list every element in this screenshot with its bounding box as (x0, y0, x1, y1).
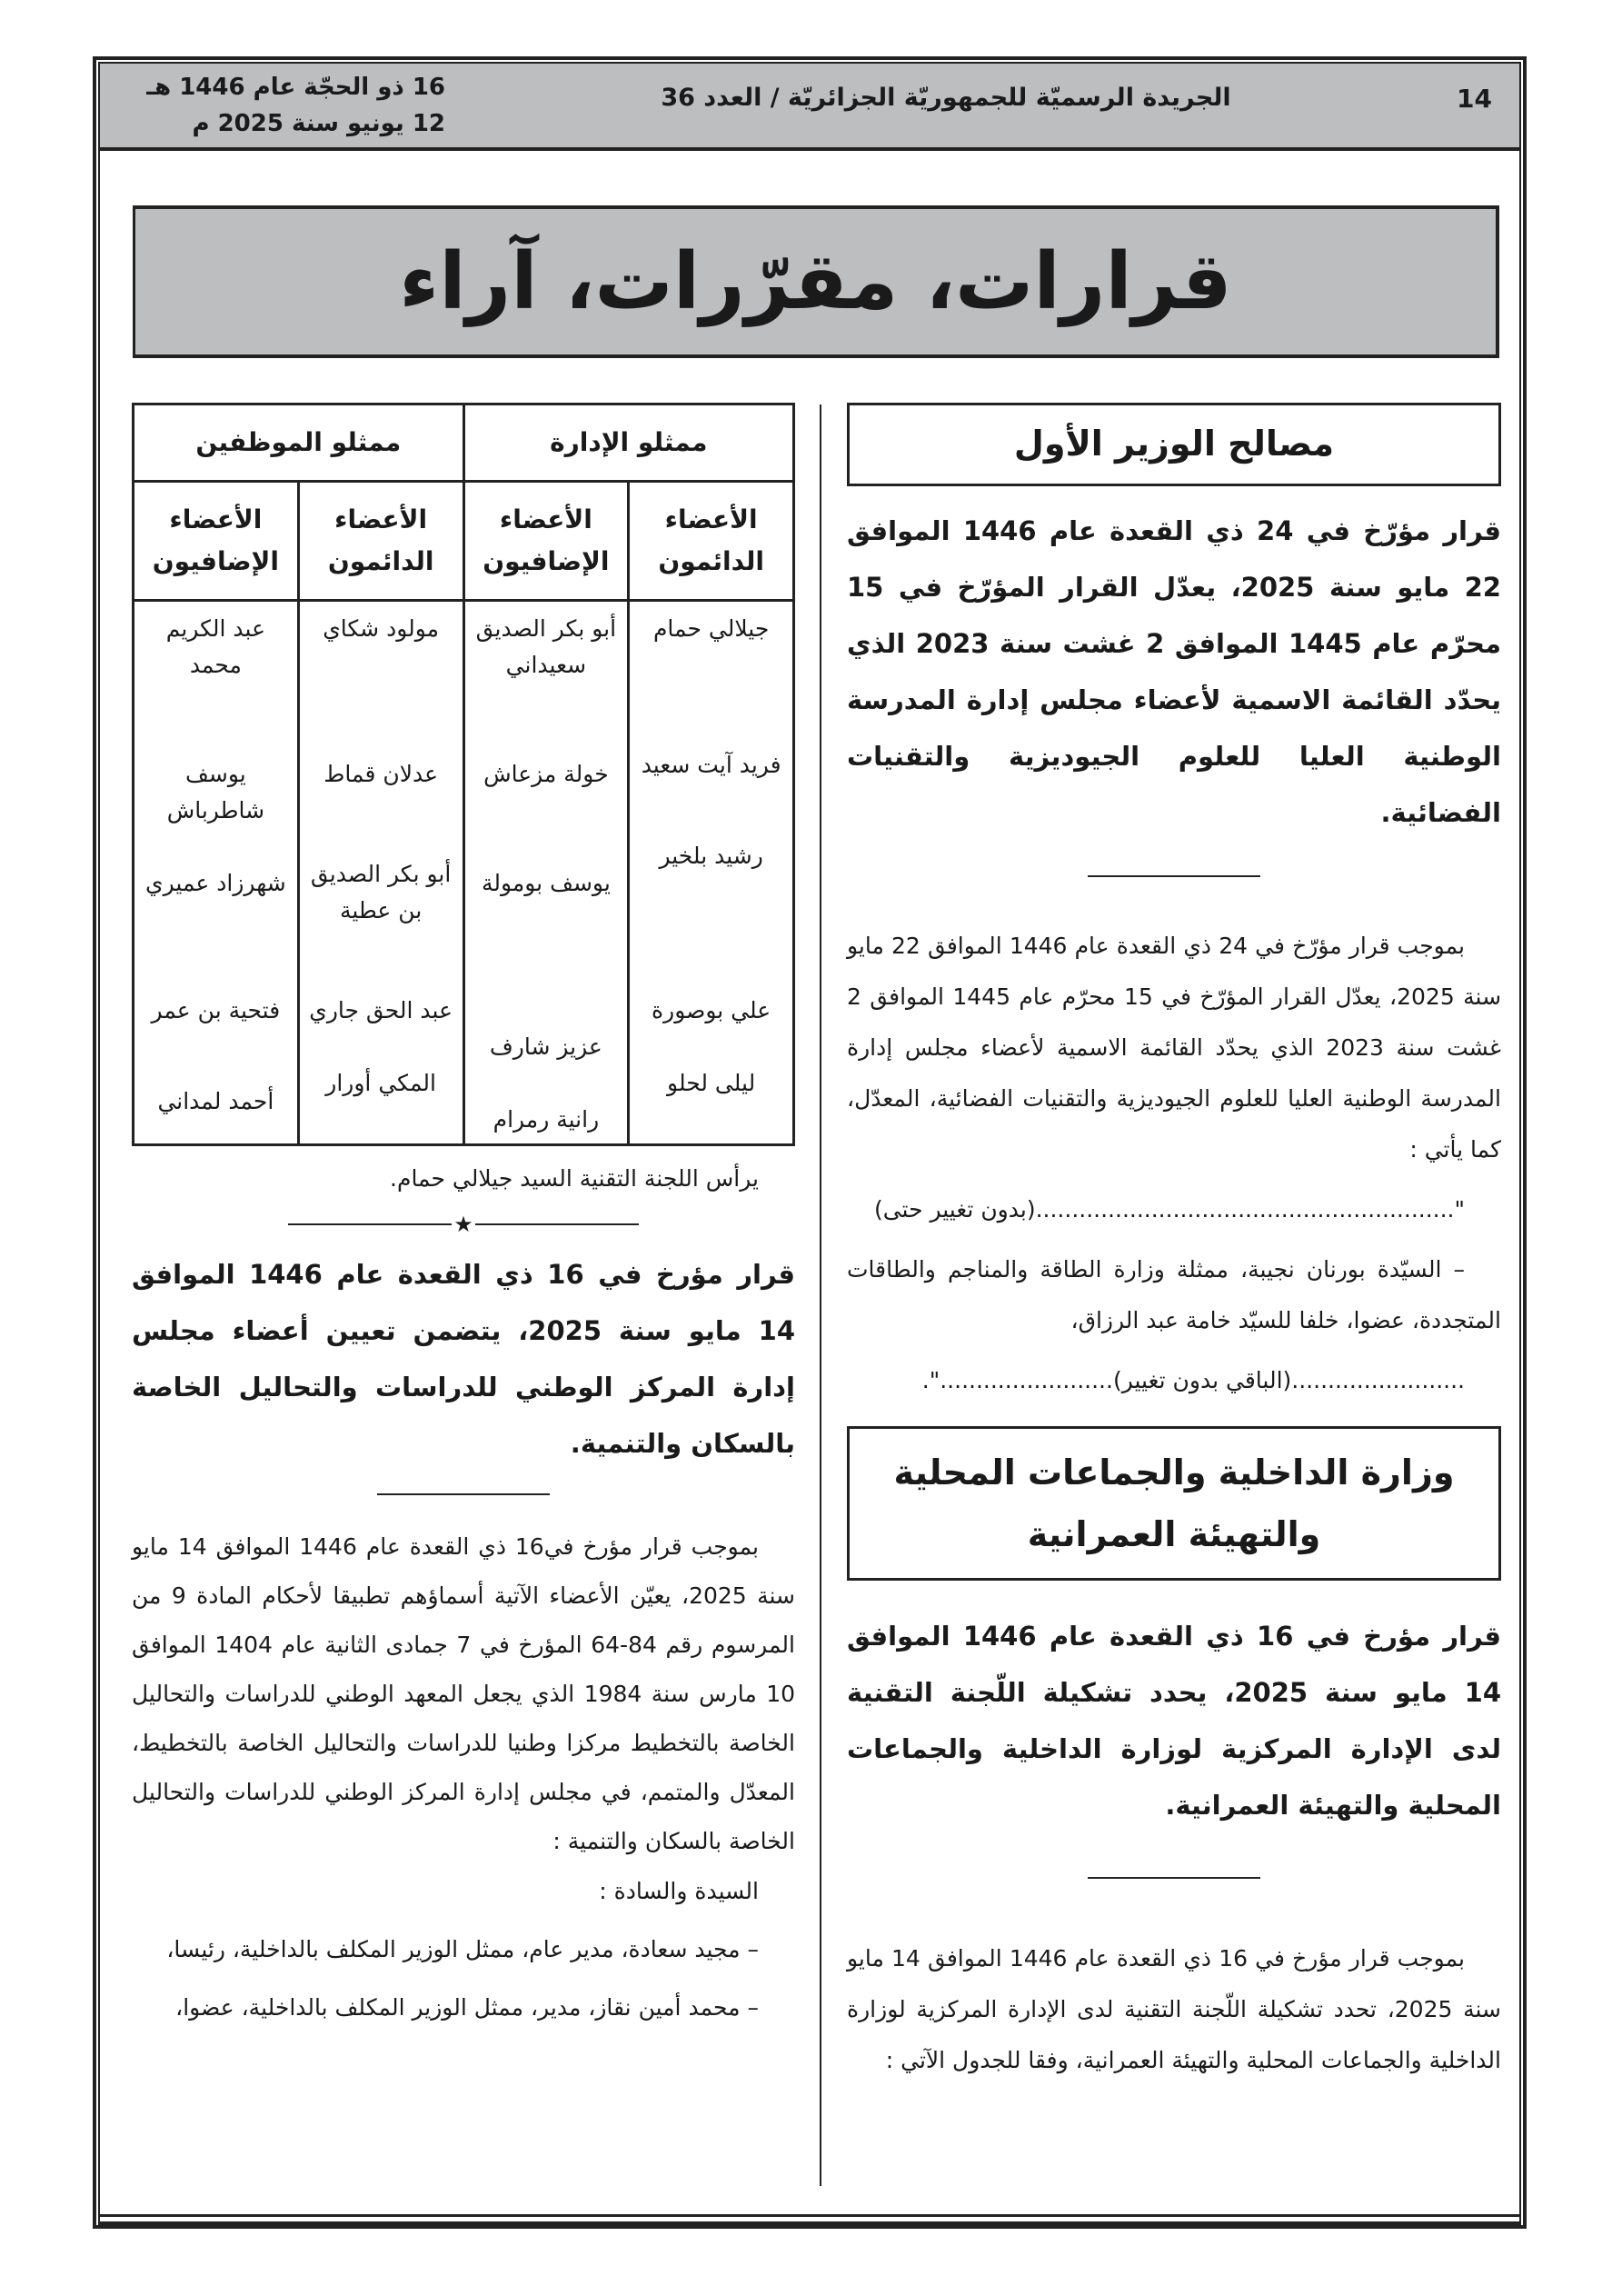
member-name: أبو بكر الصديق سعيداني (475, 615, 617, 678)
gregorian-date: 12 يونيو سنة 2025 م (192, 110, 445, 137)
member-name: المكي أورار (325, 1070, 436, 1096)
staff-permanent-cell (298, 601, 463, 1145)
header-staff-representatives: ممثلو الموظفين (134, 404, 464, 482)
member-name: عبد الكريم محمد (165, 615, 266, 678)
member-name: علي بوصورة (652, 997, 771, 1023)
member-name: ليلى لحلو (667, 1070, 756, 1096)
member-name: أبو بكر الصديق بن عطية (310, 861, 452, 923)
salutation: السيدة والسادة : (599, 1878, 759, 1904)
separator (377, 1493, 550, 1495)
decree3-heading: قرار مؤرخ في 16 ذي القعدة عام 1446 الموافق 14 مايو سنة 2025، يتضمن تعيين أعضاء مجلس إدارة المركز الوطني للدراسات والتحاليل الخاصة بالسكان والتنمية. (132, 1259, 795, 1459)
member-name: خولة مزعاش (483, 761, 609, 787)
section-banner (133, 205, 1499, 358)
banner-title: قرارات، مقرّرات، آراء (399, 236, 1232, 327)
header-staff-alternate: الأعضاء الإضافيون (134, 482, 299, 601)
decree1-item: – السيّدة بورنان نجيبة، ممثلة وزارة الطاقة والمناجم والطاقات المتجددة، عضوا، خلفا للسيّد خامة عبد الرزاق، (847, 1256, 1501, 1333)
decree1-heading: قرار مؤرّخ في 24 ذي القعدة عام 1446 الموافق 22 مايو سنة 2025، يعدّل القرار المؤرّخ في 15 محرّم عام 1445 الموافق 2 غشت سنة 2023 الذي يحدّد القائمة الاسمية لأعضاء مجلس إدارة المدرسة الوطنية العليا للعلوم الجيوديزية والتقنيات الفضائية. (847, 515, 1501, 828)
section-title-line: والتهيئة العمرانية (1027, 1514, 1321, 1554)
member-name: رانية رمرام (493, 1106, 600, 1133)
right-column (847, 403, 1501, 2086)
member-name: فتحية بن عمر (151, 997, 281, 1023)
section-title-line: وزارة الداخلية والجماعات المحلية (893, 1452, 1455, 1492)
member-entry: – محمد أمين نقاز، مدير، ممثل الوزير المكلف بالداخلية، عضوا، (175, 1994, 759, 2021)
technical-committee-table (132, 403, 795, 1146)
star-icon: ★ (453, 1212, 473, 1237)
member-name: شهرزاد عميري (145, 870, 286, 896)
decree1-body: بموجب قرار مؤرّخ في 24 ذي القعدة عام 1446 الموافق 22 مايو سنة 2025، يعدّل القرار المؤرّخ في 15 محرّم عام 1445 الموافق 2 غشت سنة 2023 الذي يحدّد القائمة الاسمية لأعضاء مجلس إدارة المدرسة الوطنية العليا للعلوم الجيوديزية والتقنيات الفضائية، المعدّل، كما يأتي : (847, 933, 1502, 1163)
member-name: مولود شكاي (323, 615, 440, 642)
separator (1088, 875, 1260, 877)
issue-date (136, 69, 445, 142)
separator (1088, 1877, 1260, 1879)
member-name: فريد آيت سعيد (641, 752, 781, 778)
header-staff-permanent: الأعضاء الدائمون (298, 482, 463, 601)
header-admin-alternate: الأعضاء الإضافيون (463, 482, 629, 601)
member-name: رشيد بلخير (659, 843, 763, 869)
decree1-quote-end: ........................(الباقي بدون تغيير)........................". (921, 1367, 1465, 1393)
staff-alternate-cell (134, 601, 299, 1145)
left-column (132, 403, 795, 2033)
gazette-title: الجريدة الرسميّة للجمهوريّة الجزائريّة / العدد 36 (661, 84, 1231, 112)
admin-alternate-cell (463, 601, 629, 1145)
member-name: يوسف شاطرباش (166, 761, 265, 824)
column-divider (820, 404, 821, 2186)
bottom-rule (98, 2214, 1521, 2225)
header-admin-representatives: ممثلو الإدارة (463, 404, 794, 482)
member-name: عبد الحق جاري (309, 997, 453, 1023)
decree1-quote-start: "..........................................................(بدون تغيير حتى) (873, 1196, 1465, 1223)
decree2-body: بموجب قرار مؤرخ في 16 ذي القعدة عام 1446 الموافق 14 مايو سنة 2025، تحدد تشكيلة اللّجنة التقنية لدى الإدارة المركزية لوزارة الداخلية والجماعات المحلية والتهيئة العمرانية، وفقا للجدول الآتي : (847, 1945, 1501, 2073)
member-name: جيلالي حمام (652, 615, 770, 642)
admin-permanent-cell (629, 601, 794, 1145)
member-entry: – مجيد سعادة، مدير عام، ممثل الوزير المكلف بالداخلية، رئيسا، (166, 1936, 759, 1962)
decree2-heading: قرار مؤرخ في 16 ذي القعدة عام 1446 الموافق 14 مايو سنة 2025، يحدد تشكيلة اللّجنة التقنية لدى الإدارة المركزية لوزارة الداخلية والجماعات المحلية والتهيئة العمرانية. (847, 1621, 1501, 1821)
gazette-header (100, 64, 1519, 151)
page-number: 14 (1457, 84, 1492, 114)
section-title-interior-ministry (847, 1426, 1501, 1581)
member-name: أحمد لمداني (157, 1088, 274, 1114)
decree3-body: بموجب قرار مؤرخ في16 ذي القعدة عام 1446 الموافق 14 مايو سنة 2025، يعيّن الأعضاء الآتية أسماؤهم تطبيقا لأحكام المادة 9 من المرسوم رقم 84-64 المؤرخ في 7 جمادى الثانية عام 1404 الموافق 10 مارس سنة 1984 الذي يجعل المعهد الوطني للدراسات والتحاليل الخاصة بالتخطيط مركزا وطنيا للدراسات والتحاليل الخاصة بالتخطيط، المعدّل والمتمم، في مجلس إدارة المركز الوطني للدراسات والتحاليل الخاصة بالسكان والتنمية : (132, 1533, 796, 1854)
section-title-prime-minister: مصالح الوزير الأول (847, 403, 1501, 486)
header-admin-permanent: الأعضاء الدائمون (629, 482, 794, 601)
member-name: يوسف بومولة (481, 870, 611, 896)
hijri-date: 16 ذو الحجّة عام 1446 هـ (146, 74, 445, 101)
member-name: عدلان قماط (323, 761, 438, 787)
member-name: عزيز شارف (489, 1033, 602, 1060)
star-separator (132, 1212, 795, 1237)
committee-chair-note: يرأس اللجنة التقنية السيد جيلالي حمام. (390, 1165, 759, 1192)
